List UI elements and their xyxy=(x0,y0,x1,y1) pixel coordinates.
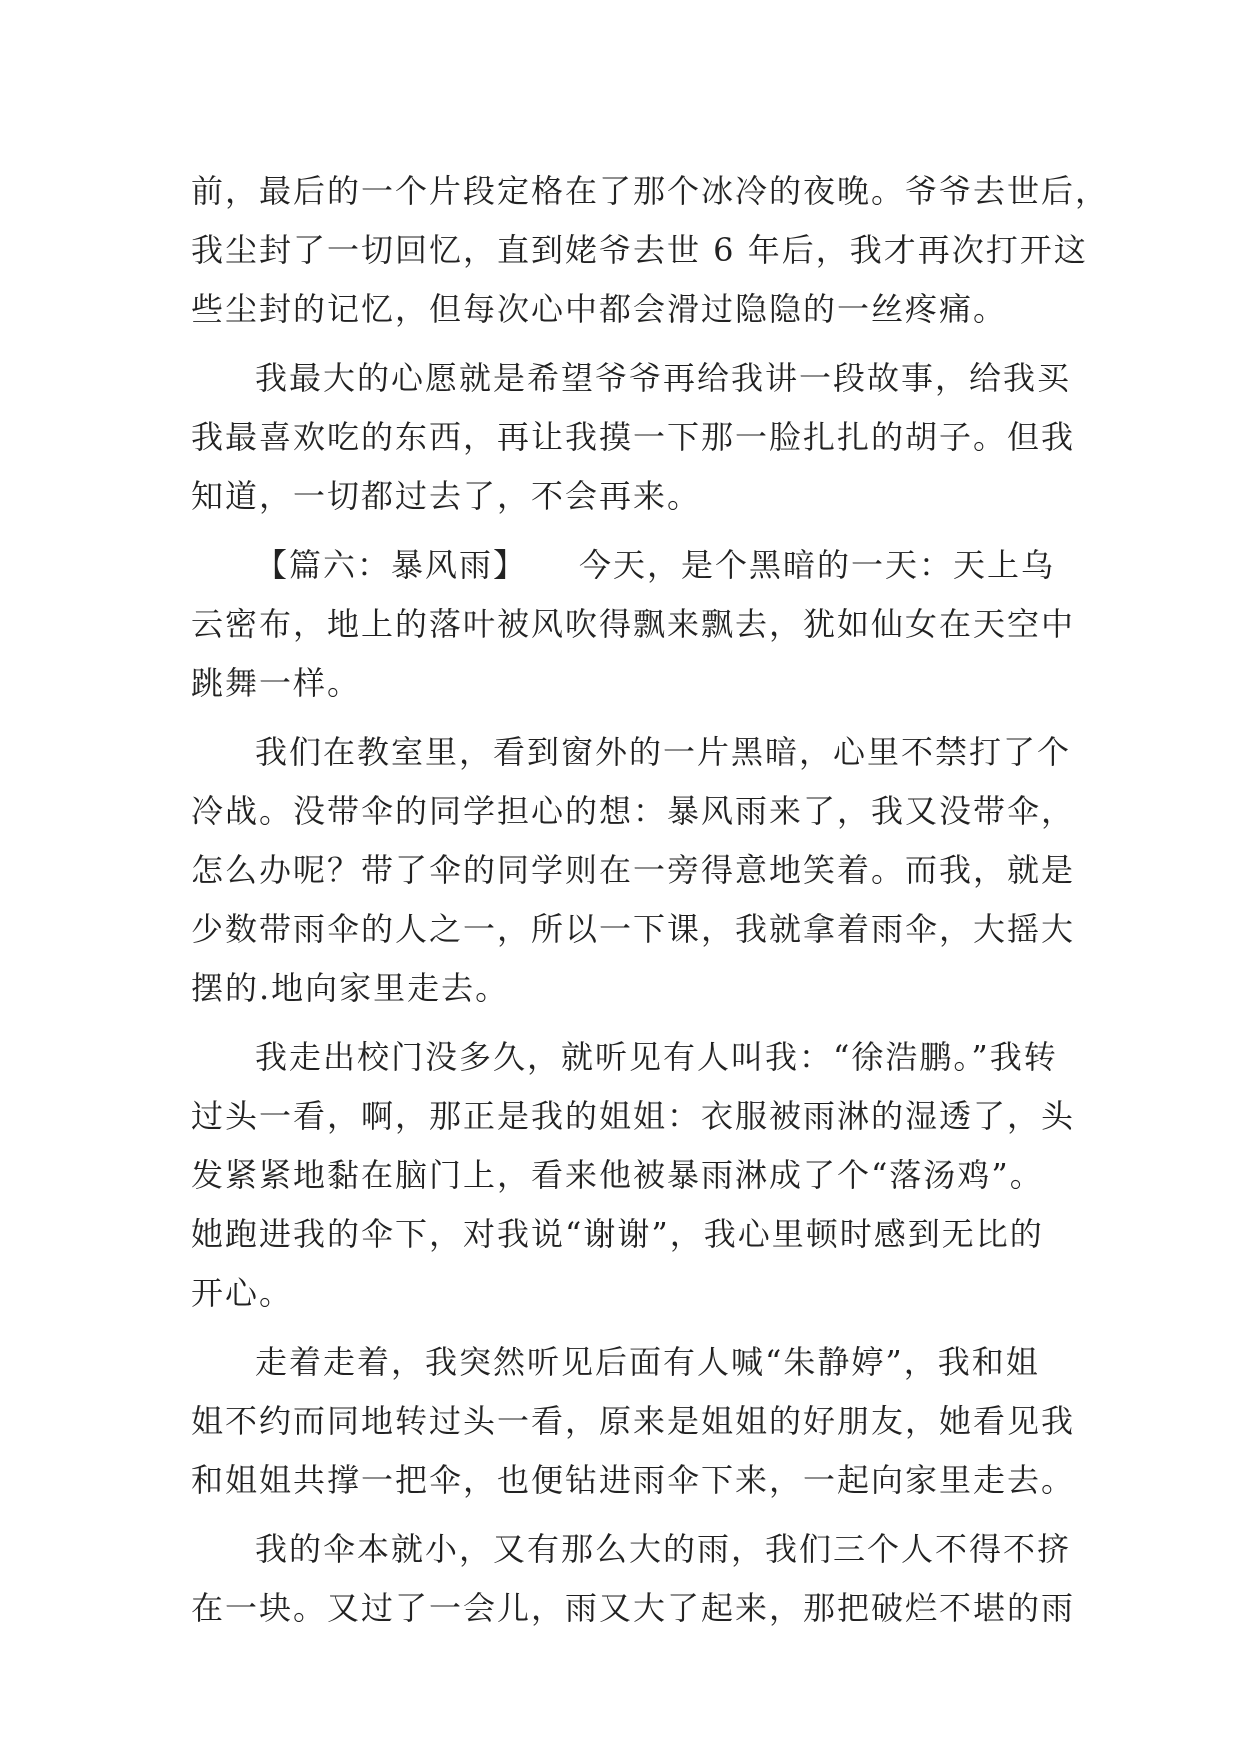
text-line: 在一块。又过了一会儿，雨又大了起来，那把破烂不堪的雨 xyxy=(191,1589,1076,1627)
text-line: 我最大的心愿就是希望爷爷再给我讲一段故事，给我买 xyxy=(255,359,1072,397)
text-line: 我最喜欢吃的东西，再让我摸一下那一脸扎扎的胡子。但我 xyxy=(191,418,1076,456)
text-line: 和姐姐共撑一把伞，也便钻进雨伞下来，一起向家里走去。 xyxy=(191,1461,1076,1499)
text-line: 些尘封的记忆，但每次心中都会滑过隐隐的一丝疼痛。 xyxy=(191,290,1008,328)
text-line: 她跑进我的伞下，对我说“谢谢”，我心里顿时感到无比的 xyxy=(191,1215,1044,1253)
text-line: 跳舞一样。 xyxy=(191,664,362,702)
text-line: 姐不约而同地转过头一看，原来是姐姐的好朋友，她看见我 xyxy=(191,1402,1076,1440)
text-line: 少数带雨伞的人之一，所以一下课，我就拿着雨伞，大摇大 xyxy=(191,910,1076,948)
text-line: 过头一看，啊，那正是我的姐姐：衣服被雨淋的湿透了，头 xyxy=(191,1097,1076,1135)
section-heading-line: 【篇六：暴风雨】 今天，是个黑暗的一天：天上乌 xyxy=(255,546,1056,584)
text-line: 开心。 xyxy=(191,1274,294,1312)
text-line: 知道，一切都过去了，不会再来。 xyxy=(191,477,702,515)
text-line: 怎么办呢？带了伞的同学则在一旁得意地笑着。而我，就是 xyxy=(191,851,1076,889)
text-line: 我们在教室里，看到窗外的一片黑暗，心里不禁打了个 xyxy=(255,733,1072,771)
document-body xyxy=(191,162,1110,1638)
text-line: 发紧紧地黏在脑门上，看来他被暴雨淋成了个“落汤鸡”。 xyxy=(191,1156,1044,1194)
text-line: 冷战。没带伞的同学担心的想：暴风雨来了，我又没带伞， xyxy=(191,792,1076,830)
text-line: 前，最后的一个片段定格在了那个冰冷的夜晚。爷爷去世后， xyxy=(191,172,1110,210)
text-line: 我尘封了一切回忆，直到姥爷去世 6 年后，我才再次打开这 xyxy=(191,231,1088,269)
text-line: 摆的.地向家里走去。 xyxy=(191,969,510,1007)
text-line: 走着走着，我突然听见后面有人喊“朱静婷”，我和姐 xyxy=(255,1343,1040,1381)
text-line: 我的伞本就小，又有那么大的雨，我们三个人不得不挤 xyxy=(255,1530,1072,1568)
text-line: 云密布，地上的落叶被风吹得飘来飘去，犹如仙女在天空中 xyxy=(191,605,1076,643)
text-line: 我走出校门没多久，就听见有人叫我：“徐浩鹏。”我转 xyxy=(255,1038,1058,1076)
